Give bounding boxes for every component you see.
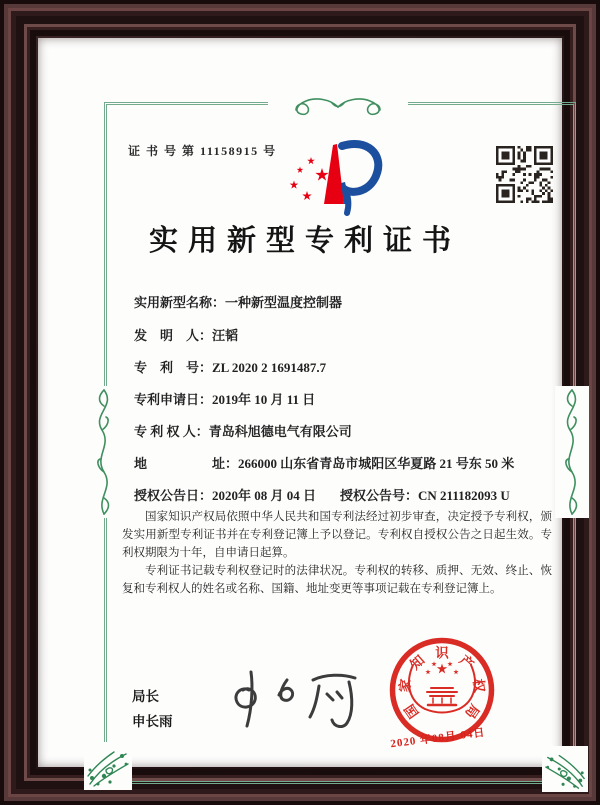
director-signature [221,664,373,746]
svg-text:家: 家 [397,678,414,694]
svg-text:产: 产 [456,652,477,673]
flourish-right-icon [555,386,589,518]
flourish-left-icon [87,386,121,518]
svg-text:权: 权 [470,678,487,694]
paragraph-grant-statement: 国家知识产权局依照中华人民共和国专利法经过初步审查，决定授予专利权，颁发实用新型专利证书并在专利登记簿上予以登记。专利权自授权公告之日起生效。专利权期限为十年，自申请日起算。 [122,511,552,559]
svg-text:局: 局 [462,701,483,722]
field-name: 实用新型名称：一种新型温度控制器 [134,295,343,310]
certificate-title: 实用新型专利证书 [148,225,461,257]
field-grant [134,485,510,504]
field-patentee: 专 利 权 人：青岛科旭德电气有限公司 [134,424,352,439]
corner-floral-left-icon [84,742,132,790]
director-name: 申长雨 [132,714,173,729]
signoff-block [132,684,173,734]
cnipa-logo-icon [278,132,398,224]
seal-date: 2020 年08月 04日 [389,726,487,751]
field-address: 地 址：266000 山东省青岛市城阳区华夏路 21 号东 50 米 [134,456,515,471]
certificate-number: 证 书 号 第 11158915 号 [128,144,277,158]
field-inventor: 发 明 人：汪韬 [134,328,239,343]
field-patent-number: 专 利 号：ZL 2020 2 1691487.7 [134,360,327,375]
svg-text:知: 知 [407,652,428,673]
svg-text:识: 识 [435,645,449,661]
grant-number: 授权公告号：CN 211182093 U [340,488,510,503]
grant-date: 授权公告日：2020年 08 月 04 日 [134,488,317,503]
qr-code [496,146,553,203]
legal-text [122,508,552,598]
paragraph-register-statement: 专利证书记载专利权登记时的法律状况。专利权的转移、质押、无效、终止、恢复和专利权人的姓名或名称、国籍、地址变更等事项记载在专利登记簿上。 [122,565,552,595]
svg-text:国: 国 [401,701,422,722]
mat-board [38,38,562,767]
flourish-top-icon [268,94,408,120]
field-filing-date: 专利申请日：2019年 10 月 11 日 [134,392,316,407]
corner-floral-right-icon [542,746,588,792]
director-title: 局长 [132,689,159,704]
